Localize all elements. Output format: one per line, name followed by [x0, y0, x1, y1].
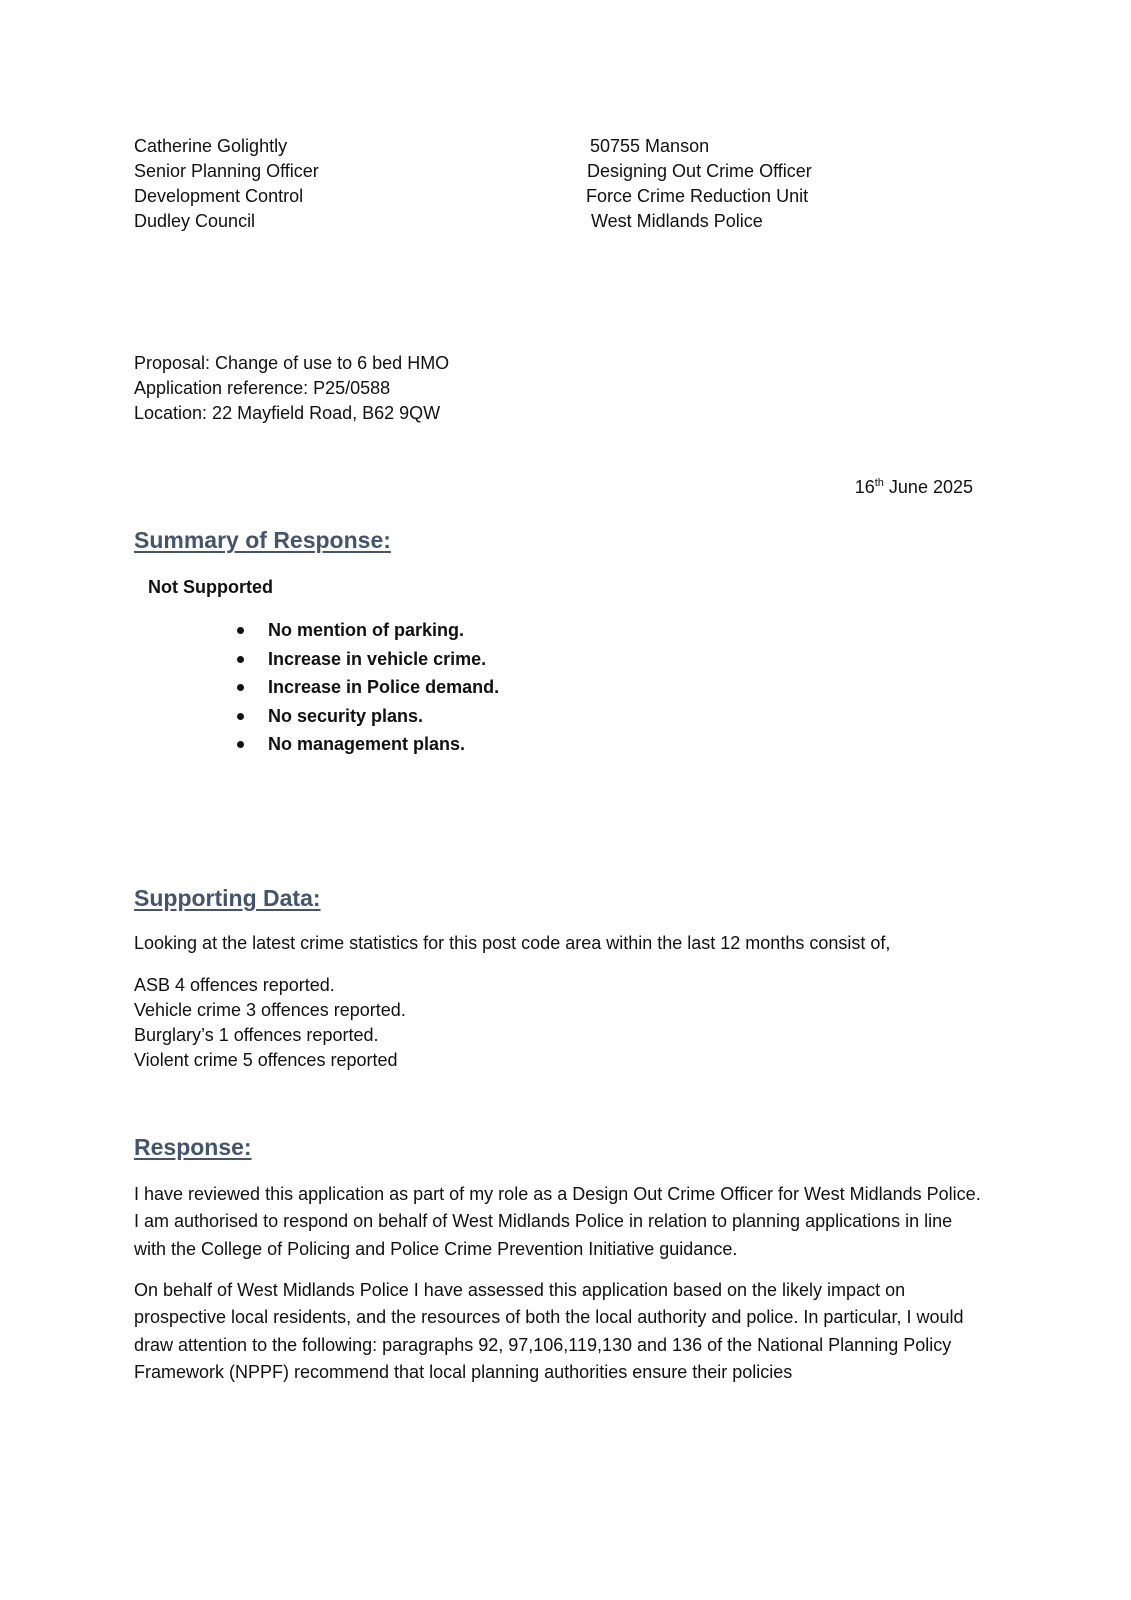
bullet-icon [237, 684, 244, 691]
list-item: No management plans. [268, 730, 499, 759]
sender-address [587, 134, 812, 234]
crime-statistics [134, 973, 406, 1073]
bullet-icon [237, 656, 244, 663]
stat-burglary: Burglary’s 1 offences reported. [134, 1025, 379, 1045]
list-item: No mention of parking. [268, 616, 499, 645]
response-paragraph-2: On behalf of West Midlands Police I have assessed this application based on the likely impact on prospective local residents, and the resources of both the local authority and police. In particular, I would draw attention to the following: paragraphs 92, 97,106,119,130 and 136 of the National Planning Policy Framework (NPPF) recommend that local planning authorities ensure their policies [134, 1280, 964, 1382]
supporting-intro: Looking at the latest crime statistics for this post code area within the last 12 months consist of, [134, 933, 891, 953]
bullet-icon [237, 713, 244, 720]
sender-unit: Force Crime Reduction Unit [586, 186, 809, 206]
recipient-title: Senior Planning Officer [134, 161, 319, 181]
summary-heading: Summary of Response: [134, 527, 391, 553]
application-reference: Application reference: P25/0588 [134, 378, 391, 398]
response-heading: Response: [134, 1134, 252, 1160]
sender-name: 50755 Manson [590, 136, 710, 156]
sender-organisation: West Midlands Police [591, 211, 763, 231]
date-day: 16 [854, 477, 875, 497]
sender-title: Designing Out Crime Officer [587, 161, 812, 181]
stat-vehicle-crime: Vehicle crime 3 offences reported. [134, 1000, 406, 1020]
list-item: Increase in Police demand. [268, 673, 499, 702]
date-suffix: th [874, 477, 884, 489]
recipient-address [134, 134, 319, 234]
stat-violent-crime: Violent crime 5 offences reported [134, 1050, 398, 1070]
bullet-icon [237, 627, 244, 634]
recipient-organisation: Dudley Council [134, 211, 256, 231]
recipient-name: Catherine Golightly [134, 136, 288, 156]
bullet-icon [237, 741, 244, 748]
stat-asb: ASB 4 offences reported. [134, 975, 335, 995]
summary-verdict: Not Supported [148, 577, 273, 597]
letter-date [855, 475, 973, 500]
application-location: Location: 22 Mayfield Road, B62 9QW [134, 403, 441, 423]
summary-points [268, 616, 499, 759]
list-item: No security plans. [268, 702, 499, 731]
supporting-heading: Supporting Data: [134, 885, 321, 911]
application-proposal: Proposal: Change of use to 6 bed HMO [134, 353, 450, 373]
recipient-department: Development Control [134, 186, 304, 206]
list-item: Increase in vehicle crime. [268, 645, 499, 674]
application-details [134, 351, 449, 426]
response-paragraph-1: I have reviewed this application as part of my role as a Design Out Crime Officer for West Midlands Police. I am authorised to respond on behalf of West Midlands Police in relation to planning applications in line with the College of Policing and Police Crime Prevention Initiative guidance. [134, 1184, 981, 1259]
date-month-year: June 2025 [883, 477, 973, 497]
